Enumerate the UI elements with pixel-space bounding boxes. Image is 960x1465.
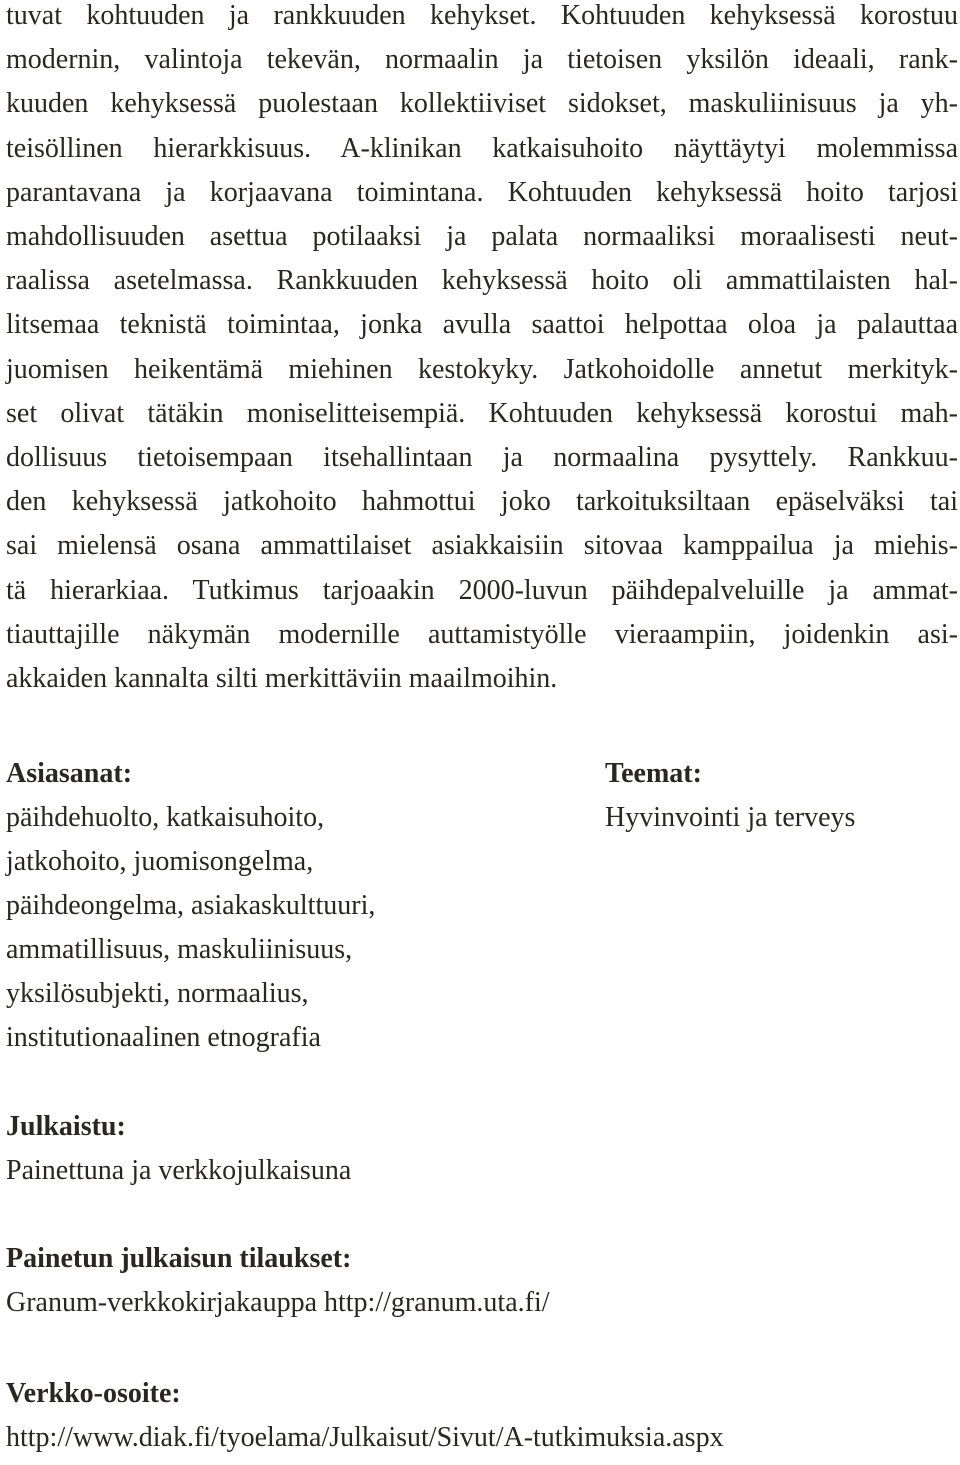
web-address-section — [6, 1372, 724, 1460]
abstract-paragraph — [6, 0, 958, 701]
keywords-line: ammatillisuus, maskuliinisuus, — [6, 934, 353, 965]
web-address-heading: Verkko-osoite: — [6, 1378, 181, 1409]
abstract-line: sai mielensä osana ammattilaiset asiakkaisiin sitovaa kamppailua ja miehis- — [6, 530, 958, 562]
abstract-line: mahdollisuuden asettua potilaaksi ja palata normaaliksi moraalisesti neut- — [6, 221, 958, 253]
orders-section — [6, 1237, 550, 1325]
keywords-line: yksilösubjekti, normaalius, — [6, 978, 309, 1009]
abstract-line: raalissa asetelmassa. Rankkuuden kehyksessä hoito oli ammattilaisten hal- — [6, 265, 958, 297]
keywords-line: institutionaalinen etnografia — [6, 1022, 321, 1053]
web-address-value: http://www.diak.fi/tyoelama/Julkaisut/Sivut/A-tutkimuksia.aspx — [6, 1422, 724, 1453]
keywords-line: jatkohoito, juomisongelma, — [6, 846, 314, 877]
abstract-line: parantavana ja korjaavana toimintana. Kohtuuden kehyksessä hoito tarjosi — [6, 176, 958, 208]
abstract-line: litsemaa teknistä toimintaa, jonka avulla saattoi helpottaa oloa ja palauttaa — [6, 309, 958, 341]
keywords-heading: Asiasanat: — [6, 758, 133, 789]
abstract-line: set olivat tätäkin moniselitteisempiä. Kohtuuden kehyksessä korostui mah- — [6, 397, 958, 429]
keywords-line: päihdeongelma, asiakaskulttuuri, — [6, 890, 376, 921]
abstract-line: tuvat kohtuuden ja rankkuuden kehykset. Kohtuuden kehyksessä korostuu — [6, 0, 958, 31]
published-heading: Julkaistu: — [6, 1111, 126, 1142]
themes-section — [605, 752, 855, 840]
themes-value: Hyvinvointi ja terveys — [605, 802, 856, 833]
abstract-line: den kehyksessä jatkohoito hahmottui joko tarkoituksiltaan epäselväksi tai — [6, 486, 958, 518]
published-section — [6, 1105, 351, 1193]
published-value: Painettuna ja verkkojulkaisuna — [6, 1155, 352, 1186]
abstract-line: tä hierarkiaa. Tutkimus tarjoaakin 2000-luvun päihdepalveluille ja ammat- — [6, 574, 958, 606]
orders-heading: Painetun julkaisun tilaukset: — [6, 1243, 352, 1274]
orders-value: Granum-verkkokirjakauppa http://granum.uta.fi/ — [6, 1287, 550, 1318]
abstract-line: kuuden kehyksessä puolestaan kollektiiviset sidokset, maskuliinisuus ja yh- — [6, 88, 958, 120]
abstract-line: juomisen heikentämä miehinen kestokyky. Jatkohoidolle annetut merkityk- — [6, 353, 958, 385]
abstract-line: dollisuus tietoisempaan itsehallintaan ja normaalina pysyttely. Rankkuu- — [6, 442, 958, 474]
keywords-section — [6, 752, 375, 1060]
themes-heading: Teemat: — [605, 758, 702, 789]
abstract-line: akkaiden kannalta silti merkittäviin maailmoihin. — [6, 663, 558, 695]
keywords-line: päihdehuolto, katkaisuhoito, — [6, 802, 325, 833]
abstract-line: tiauttajille näkymän modernille auttamistyölle vieraampiin, joidenkin asi- — [6, 618, 958, 650]
abstract-line: modernin, valintoja tekevän, normaalin ja tietoisen yksilön ideaali, rank- — [6, 44, 958, 76]
abstract-line: teisöllinen hierarkkisuus. A-klinikan katkaisuhoito näyttäytyi molemmissa — [6, 132, 958, 164]
